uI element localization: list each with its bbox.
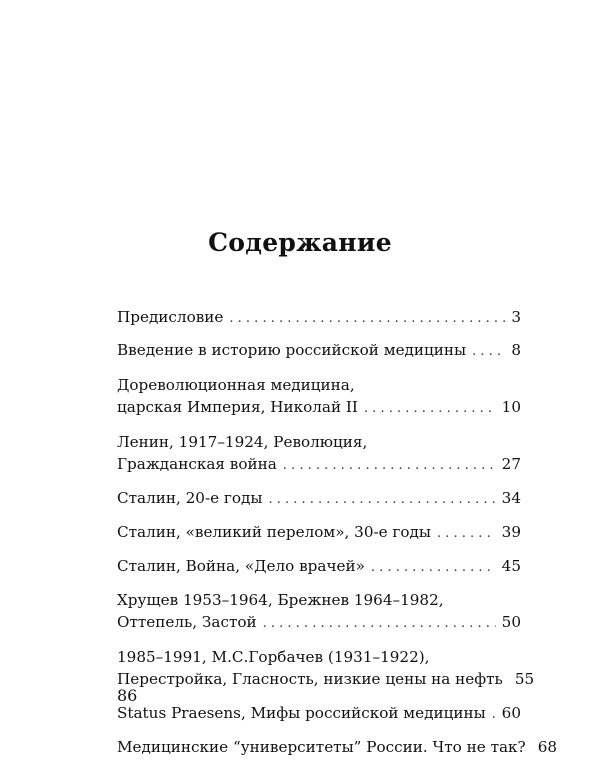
- toc-entry-title: 1985–1991, М.С.Горбачев (1931–1922),: [117, 648, 430, 666]
- toc-entry[interactable]: [117, 306, 521, 330]
- toc-entry-title: Status Praesens, Мифы российской медицины: [117, 704, 486, 722]
- toc-page-number: 34: [501, 489, 521, 507]
- page-number: 86: [117, 686, 138, 705]
- toc-page-number: 10: [501, 398, 521, 416]
- dot-leader: [472, 341, 505, 363]
- table-of-contents: [117, 306, 558, 760]
- toc-page-number: 3: [511, 308, 521, 326]
- dot-leader: [283, 455, 496, 477]
- toc-entry[interactable]: [117, 431, 521, 477]
- toc-entry[interactable]: [117, 702, 521, 726]
- toc-entry-title: Перестройка, Гласность, низкие цены на нефть: [117, 670, 503, 688]
- toc-entry-title: Оттепель, Застой: [117, 613, 257, 631]
- dot-leader: [268, 489, 495, 511]
- dot-leader: [364, 398, 496, 420]
- toc-entry-title: Сталин, Война, «Дело врачей»: [117, 557, 365, 575]
- toc-entry[interactable]: [117, 555, 521, 579]
- toc-entry-title: Гражданская война: [117, 455, 277, 473]
- toc-entry-title: Введение в историю российской медицины: [117, 341, 467, 359]
- toc-page-number: 27: [501, 455, 521, 473]
- toc-entry-title: Предисловие: [117, 308, 224, 326]
- toc-entry-title: Дореволюционная медицина,: [117, 376, 355, 394]
- toc-entry-title: Хрущев 1953–1964, Брежнев 1964–1982,: [117, 591, 444, 609]
- toc-entry[interactable]: [117, 521, 521, 545]
- dot-leader: [437, 523, 496, 545]
- dot-leader: [263, 613, 496, 635]
- toc-entry[interactable]: [117, 374, 521, 420]
- toc-entry[interactable]: [117, 646, 535, 692]
- toc-entry-title: Медицинские “университеты” России. Что не так?: [117, 738, 526, 756]
- toc-entry[interactable]: [117, 736, 558, 760]
- toc-entry-title: Ленин, 1917–1924, Революция,: [117, 433, 368, 451]
- dot-leader: [492, 704, 496, 726]
- toc-entry-title: Сталин, «великий перелом», 30-е годы: [117, 523, 431, 541]
- toc-entry[interactable]: [117, 487, 521, 511]
- toc-entry[interactable]: [117, 589, 521, 635]
- toc-page-number: 50: [501, 613, 521, 631]
- contents-heading: Содержание: [208, 228, 392, 257]
- dot-leader: [229, 308, 505, 330]
- toc-page-number: 68: [537, 738, 558, 756]
- toc-entry-title: Сталин, 20-е годы: [117, 489, 263, 507]
- toc-page-number: 60: [501, 704, 521, 722]
- toc-page-number: 55: [514, 670, 535, 688]
- toc-page-number: 39: [501, 523, 521, 541]
- toc-page-number: 8: [511, 341, 521, 359]
- toc-entry-title: царская Империя, Николай II: [117, 398, 358, 416]
- toc-entry[interactable]: [117, 339, 521, 363]
- toc-page-number: 45: [501, 557, 521, 575]
- dot-leader: [371, 557, 496, 579]
